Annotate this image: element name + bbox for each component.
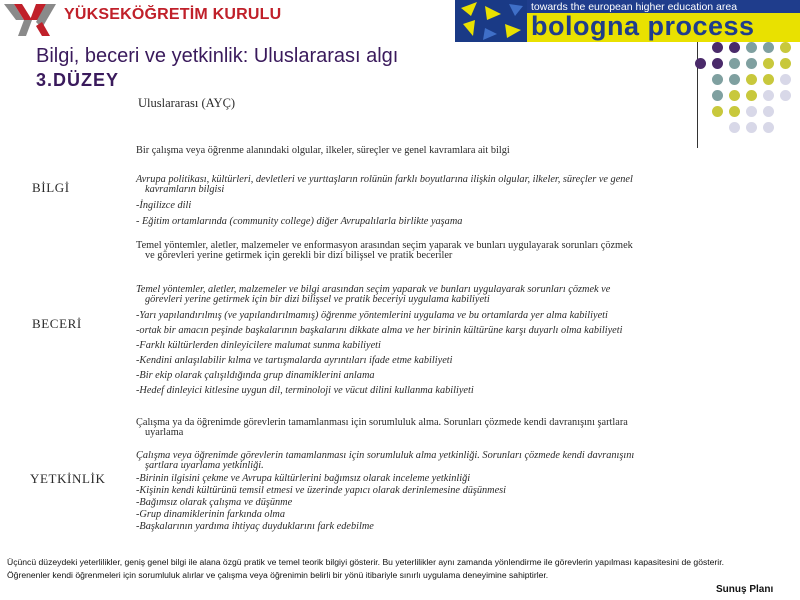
dot-icon	[729, 58, 740, 69]
list-item: -Kendini anlaşılabilir kılma ve tartışmalarda ayrıntıları ifade etme kabiliyeti	[136, 355, 453, 366]
bologna-wordmark: bologna process	[531, 11, 755, 41]
dot-icon	[763, 90, 774, 101]
list-item: -Kişinin kendi kültürünü temsil etmesi ve üzerinde yapıcı olarak derinlemesine düşünmesi	[136, 485, 507, 496]
yetkinlik-national-definition	[136, 451, 784, 471]
dot-icon	[780, 58, 791, 69]
list-item: -ortak bir amacın peşinde başkalarının başkalarını dikkate alma ve her birinin kültürüne karşı duyarlı olma kabiliyeti	[136, 325, 623, 336]
text-line: ve görevleri yerine getirmek için gerekli bir dizi bilişsel ve pratik beceriler	[145, 250, 453, 261]
dot-icon	[729, 106, 740, 117]
dot-icon	[729, 42, 740, 53]
star-pattern-icon	[455, 0, 527, 42]
text-line: uyarlama	[145, 427, 184, 438]
list-item: -Hedef dinleyici kitlesine uygun dil, terminoloji ve vücut dilini kullanma kabiliyeti	[136, 385, 474, 396]
dot-icon	[712, 58, 723, 69]
logo-text: YÜKSEKÖĞRETİM KURULU	[64, 6, 282, 23]
list-item: -Grup dinamiklerinin farkında olma	[136, 509, 286, 520]
text-line: görevleri yerine getirmek için bir dizi bilişsel ve pratik beceriyi uygulama kabiliyeti	[145, 294, 490, 305]
text-line: Avrupa politikası, kültürleri, devletleri ve yurttaşların rolünün farklı boyutlarına ilişkin olgular, ilkeler, süreçler ve genel	[136, 174, 633, 185]
bologna-tagline: towards the european higher education area	[531, 1, 738, 13]
bilgi-international-definition: Bir çalışma veya öğrenme alanındaki olgular, ilkeler, süreçler ve genel kavramlara ait bilgi	[136, 145, 510, 156]
dot-icon	[763, 42, 774, 53]
dot-icon	[780, 74, 791, 85]
page-title: Bilgi, beceri ve yetkinlik: Uluslararası algı	[36, 45, 399, 67]
list-item: -Birinin ilgisini çekme ve Avrupa kültürlerini bağımsız olarak inceleme yetkinliği	[136, 473, 471, 484]
dot-icon	[712, 74, 723, 85]
yok-logo	[0, 0, 282, 40]
beceri-international-definition	[136, 241, 784, 261]
dot-icon	[729, 122, 740, 133]
text-line: kavramların bilgisi	[145, 184, 225, 195]
text-line: Çalışma ya da öğrenimde görevlerin tamamlanması için sorumluluk alma. Sorunları çözmede kendi davranışını şartlara	[136, 417, 628, 428]
dot-icon	[746, 90, 757, 101]
list-item: -Farklı kültürlerden dinleyicilere malumat sunma kabiliyeti	[136, 340, 381, 351]
yetkinlik-international-definition	[136, 418, 784, 438]
bilgi-national-definition	[136, 175, 784, 195]
dot-icon	[712, 42, 723, 53]
column-header: Uluslararası (AYÇ)	[138, 96, 236, 110]
dot-icon	[729, 90, 740, 101]
dot-icon	[780, 90, 791, 101]
dot-icon	[746, 58, 757, 69]
bologna-banner	[455, 0, 800, 42]
row-label-beceri: BECERİ	[32, 316, 82, 331]
dot-icon	[780, 42, 791, 53]
list-item: -Başkalarının yardıma ihtiyaç duyduklarını fark edebilme	[136, 521, 374, 532]
dot-icon	[763, 74, 774, 85]
dot-icon	[746, 74, 757, 85]
list-item: -İngilizce dili	[136, 200, 192, 211]
footer-note: Üçüncü düzeydeki yeterlilikler, geniş genel bilgi ile alana özgü pratik ve temel teorik bilgiyi gösterir. Bu yeterlilikler aynı zamanda yönlendirme ile görevlerin yapılması kapasitesini de gösterir. Öğrenenler kendi öğrenmeleri için sorumluluk alırlar ve çalışma veya öğrenimin belirli bir yönü itibariyle sınırlı uygulama deneyimine sahiptirler.	[7, 557, 724, 580]
beceri-national-definition	[136, 285, 784, 305]
dot-icon	[763, 58, 774, 69]
presentation-plan-link[interactable]: Sunuş Planı	[716, 584, 774, 595]
dot-icon	[763, 122, 774, 133]
bologna-wordmark-box	[527, 13, 800, 42]
dot-icon	[746, 42, 757, 53]
list-item: -Bağımsız olarak çalışma ve düşünme	[136, 497, 293, 508]
row-label-bilgi: BİLGİ	[32, 180, 70, 195]
dot-icon	[763, 106, 774, 117]
text-line: Temel yöntemler, aletler, malzemeler ve bilgi arasından seçim yaparak ve bunları uygulayarak sorunları çözmek ve	[136, 284, 611, 295]
yok-emblem-icon	[2, 2, 60, 38]
dot-icon	[729, 74, 740, 85]
dot-icon	[695, 58, 706, 69]
dot-icon	[712, 106, 723, 117]
list-item: -Yarı yapılandırılmış (ve yapılandırılmamış) öğrenme yöntemlerini uygulama ve bu ortamlarda yer alma kabiliyeti	[136, 310, 608, 321]
page-subtitle: 3.DÜZEY	[36, 70, 120, 90]
list-item: - Eğitim ortamlarında (community college) diğer Avrupalılarla birlikte yaşama	[136, 216, 463, 227]
dot-icon	[746, 122, 757, 133]
dot-icon	[712, 90, 723, 101]
row-label-yetkinlik: YETKİNLİK	[30, 471, 106, 486]
text-line: Çalışma veya öğrenimde görevlerin tamamlanması için sorumluluk alma yetkinliği. Sorunları çözmede kendi davranışını	[136, 450, 635, 461]
text-line: Temel yöntemler, aletler, malzemeler ve enformasyon arasından seçim yaparak ve bunları uygulayarak sorunları çözmek	[136, 240, 633, 251]
list-item: -Bir ekip olarak çalışıldığında grup dinamiklerini anlama	[136, 370, 375, 381]
text-line: şartlara uyarlama yetkinliği.	[145, 460, 264, 471]
dot-icon	[746, 106, 757, 117]
